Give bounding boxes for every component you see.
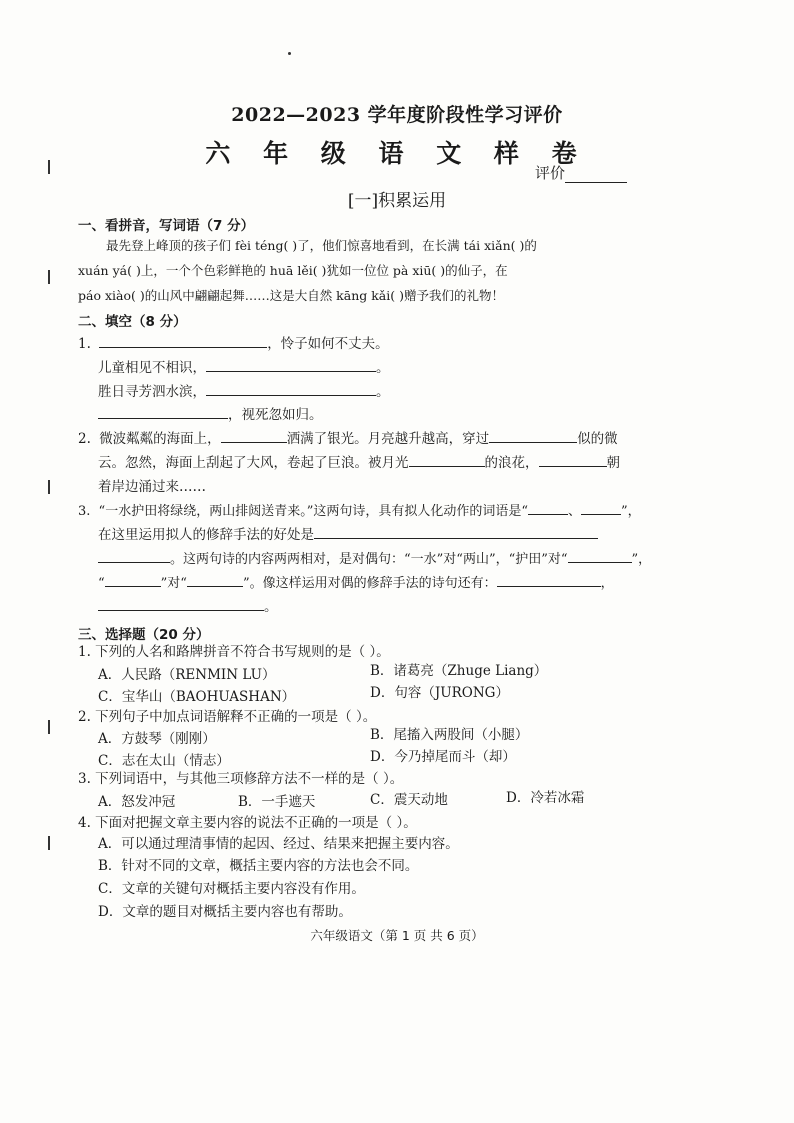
answer-blank[interactable] [99, 333, 267, 348]
part1-heading: 一、看拼音，写词语（7 分） [78, 218, 255, 234]
fill-text: ”对“ [160, 576, 187, 591]
choice-q3-option-c[interactable]: C．震天动地 [370, 792, 448, 808]
fill-text: 、 [568, 504, 582, 519]
choice-q2-stem: 2. 下列句子中加点词语解释不正确的一项是（ ）。 [78, 709, 377, 725]
answer-blank[interactable] [187, 572, 243, 587]
fill-q2-line-a [78, 428, 618, 451]
fill-text: 的浪花， [484, 455, 539, 471]
scan-speck [48, 836, 50, 850]
choice-q4-option-d[interactable]: D．文章的题目对概括主要内容也有帮助。 [98, 904, 352, 920]
choice-q1-option-d[interactable]: D．句容（JURONG） [370, 685, 509, 701]
answer-blank[interactable] [409, 452, 485, 467]
fill-text: ，怜子如何不丈夫。 [267, 336, 389, 352]
fill-text: ”， [621, 504, 641, 519]
page-footer: 六年级语文（第 1 页 共 6 页） [310, 928, 484, 943]
choice-q1-option-c[interactable]: C．宝华山（BAOHUASHAN） [98, 689, 296, 705]
fill-text: 在这里运用拟人的修辞手法的好处是 [98, 527, 314, 543]
choice-q2-option-c[interactable]: C．志在太山（情志） [98, 753, 230, 769]
fill-text: “一水护田将绿绕，两山排闼送青来。”这两句诗，具有拟人化动作的词语是“ [98, 504, 528, 519]
question-number: 2. [78, 431, 91, 447]
choice-q4-option-c[interactable]: C．文章的关键句对概括主要内容没有作用。 [98, 881, 365, 897]
choice-q3-option-a[interactable]: A．怒发冲冠 [98, 794, 176, 810]
answer-blank[interactable] [105, 572, 161, 587]
fill-text: ，视死忽如归。 [228, 407, 323, 423]
part1-line-2: xuán yá( )上，一个个色彩鲜艳的 huā lěi( )犹如一位位 pà xiū( )的仙子，在 [78, 263, 508, 278]
exam-subtitle: 六 年 级 语 文 样 卷 [205, 139, 589, 168]
answer-blank[interactable] [497, 572, 601, 587]
choice-q3-stem: 3. 下列词语中，与其他三项修辞方法不一样的是（ ）。 [78, 771, 404, 787]
fill-q3-line-c [98, 548, 651, 571]
fill-text: 胜日寻芳泗水滨， [98, 384, 206, 400]
fill-q1-line-b [98, 357, 390, 380]
answer-blank[interactable] [581, 500, 621, 515]
fill-text: 洒满了银光。月亮越升越高，穿过 [286, 431, 490, 447]
answer-blank[interactable] [489, 428, 577, 443]
rating-blank[interactable] [565, 167, 627, 183]
fill-text: ”， [631, 552, 652, 567]
fill-text: “ [98, 576, 105, 591]
answer-blank[interactable] [98, 548, 170, 563]
fill-text: 。 [376, 360, 390, 376]
choice-q2-option-d[interactable]: D．今乃掉尾而斗（却） [370, 749, 516, 765]
fill-text: 。 [376, 384, 390, 400]
part3-heading: 三、选择题（20 分） [78, 627, 210, 643]
answer-blank[interactable] [539, 452, 607, 467]
choice-q4-stem: 4. 下面对把握文章主要内容的说法不正确的一项是（ ）。 [78, 815, 417, 831]
fill-text: 朝 [606, 455, 620, 471]
fill-text: 微波粼粼的海面上， [99, 431, 221, 447]
fill-q3-line-a [78, 500, 641, 523]
fill-q1-line-d [98, 404, 323, 427]
choice-q2-option-b[interactable]: B．尾搐入两股间（小腿） [370, 727, 529, 743]
question-number: 1. [78, 336, 91, 352]
answer-blank[interactable] [314, 524, 598, 539]
fill-q3-line-d [98, 572, 614, 595]
exam-title: 2022—2023 学年度阶段性学习评价 [231, 104, 563, 126]
fill-text: 。这两句诗的内容两两相对，是对偶句：“一水”对“两山”，“护田”对“ [170, 552, 568, 567]
part1-line-3: páo xiào( )的山风中翩翩起舞……这是大自然 kāng kǎi( )赠予我们的礼物！ [78, 288, 504, 303]
rating-field [535, 162, 627, 183]
fill-q1-line-c [98, 381, 390, 404]
answer-blank[interactable] [206, 357, 376, 372]
choice-q3-option-d[interactable]: D．冷若冰霜 [506, 790, 585, 806]
fill-q3-line-b [98, 524, 598, 547]
fill-q1-line-a [78, 333, 389, 356]
fill-q2-line-c: 着岸边涌过来…… [98, 479, 206, 495]
choice-q4-option-b[interactable]: B．针对不同的文章，概括主要内容的方法也会不同。 [98, 858, 419, 874]
fill-text: ， [600, 576, 614, 591]
rating-label: 评价 [535, 164, 566, 182]
choice-q1-stem: 1. 下列的人名和路牌拼音不符合书写规则的是（ ）。 [78, 644, 390, 660]
answer-blank[interactable] [568, 548, 632, 563]
choice-q1-option-b[interactable]: B．诸葛亮（Zhuge Liang） [370, 663, 548, 679]
scan-speck [48, 480, 50, 494]
part1-line-1: 最先登上峰顶的孩子们 fèi téng( )了，他们惊喜地看到，在长满 tái xiǎn( )的 [106, 238, 537, 253]
answer-blank[interactable] [98, 596, 264, 611]
fill-q3-line-e [98, 596, 278, 619]
fill-text: ”。像这样运用对偶的修辞手法的诗句还有： [242, 576, 497, 591]
fill-q2-line-b [98, 452, 620, 475]
answer-blank[interactable] [528, 500, 568, 515]
scan-speck [288, 52, 291, 55]
fill-text: 似的微 [577, 431, 618, 447]
answer-blank[interactable] [98, 404, 228, 419]
scan-speck [48, 720, 50, 734]
part2-heading: 二、填空（8 分） [78, 314, 187, 330]
choice-q4-option-a[interactable]: A．可以通过理清事情的起因、经过、结果来把握主要内容。 [98, 836, 459, 852]
fill-text: 儿童相见不相识， [98, 360, 206, 376]
question-number: 3. [78, 504, 91, 519]
choice-q2-option-a[interactable]: A．方鼓琴（刚刚） [98, 731, 216, 747]
answer-blank[interactable] [206, 381, 376, 396]
fill-text: 。 [264, 599, 278, 615]
fill-text: 云。忽然，海面上刮起了大风，卷起了巨浪。被月光 [98, 455, 409, 471]
choice-q1-option-a[interactable]: A．人民路（RENMIN LU） [98, 667, 276, 683]
scan-speck [48, 270, 50, 284]
answer-blank[interactable] [221, 428, 287, 443]
choice-q3-option-b[interactable]: B．一手遮天 [238, 794, 316, 810]
section-title: [一]积累运用 [347, 191, 447, 211]
